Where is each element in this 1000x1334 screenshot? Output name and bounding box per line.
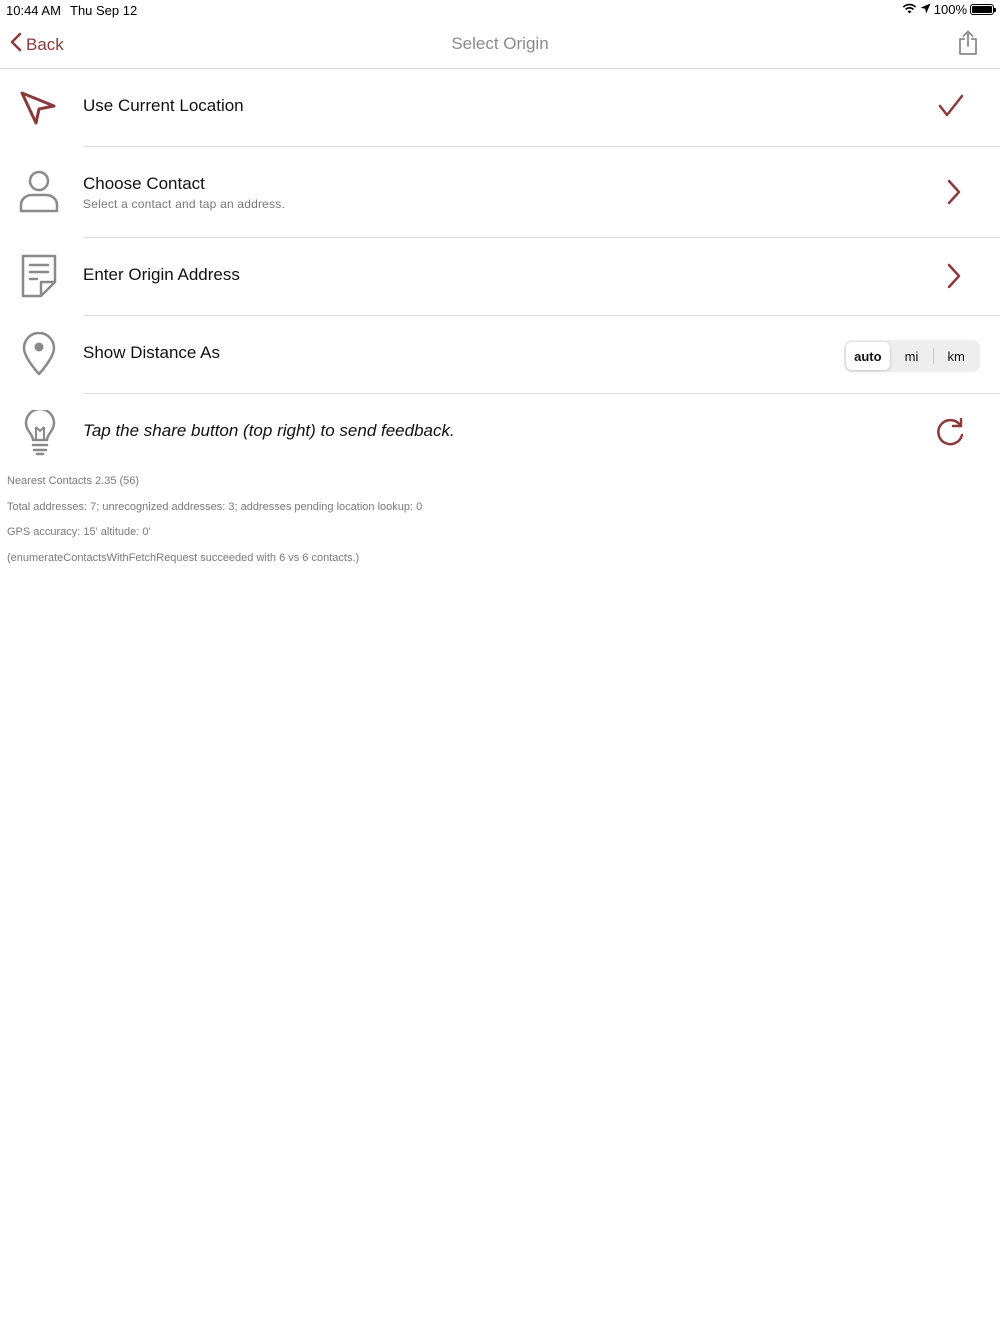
feedback-text: Tap the share button (top right) to send feedback. bbox=[83, 421, 455, 440]
row-title: Choose Contact bbox=[83, 174, 205, 193]
share-button[interactable] bbox=[958, 30, 978, 61]
back-label: Back bbox=[26, 34, 64, 54]
row-enter-origin-address[interactable] bbox=[0, 238, 1000, 316]
document-icon bbox=[21, 254, 57, 303]
refresh-icon[interactable] bbox=[934, 417, 966, 452]
navigation-bar bbox=[0, 20, 1000, 69]
row-use-current-location[interactable] bbox=[0, 69, 1000, 147]
row-subtitle: Select a contact and tap an address. bbox=[83, 197, 285, 211]
info-version: Nearest Contacts 2.35 (56) bbox=[7, 475, 140, 487]
wifi-icon bbox=[902, 2, 917, 17]
row-title: Enter Origin Address bbox=[83, 265, 240, 284]
row-title: Show Distance As bbox=[83, 343, 221, 362]
row-title: Use Current Location bbox=[83, 96, 244, 115]
chevron-right-icon[interactable] bbox=[946, 263, 962, 294]
info-address-stats: Total addresses: 7; unrecognized addresses: 3; addresses pending location lookup: 0 bbox=[7, 500, 423, 513]
location-arrow-icon bbox=[920, 2, 931, 17]
status-date: Thu Sep 12 bbox=[70, 3, 138, 18]
row-choose-contact[interactable] bbox=[0, 147, 1000, 238]
status-bar bbox=[0, 0, 1000, 20]
checkmark-icon bbox=[938, 94, 964, 123]
segment-auto[interactable]: auto bbox=[846, 342, 890, 370]
row-feedback bbox=[0, 394, 1000, 466]
battery-icon bbox=[970, 4, 994, 15]
battery-percent: 100% bbox=[933, 2, 967, 17]
info-gps-accuracy: GPS accuracy: 15' altitude: 0' bbox=[7, 526, 151, 538]
navigation-arrow-icon bbox=[18, 89, 58, 132]
segment-km[interactable]: km bbox=[947, 348, 965, 364]
info-contacts-fetch: (enumerateContactsWithFetchRequest succeeded with 6 vs 6 contacts.) bbox=[7, 551, 360, 564]
info-block bbox=[7, 474, 422, 576]
person-icon bbox=[18, 169, 60, 218]
chevron-right-icon[interactable] bbox=[946, 179, 962, 210]
status-time: 10:44 AM bbox=[6, 3, 61, 18]
distance-unit-segmented-control[interactable] bbox=[844, 340, 980, 372]
lightbulb-icon bbox=[24, 410, 56, 461]
map-pin-icon bbox=[22, 332, 56, 381]
row-show-distance-as bbox=[0, 316, 1000, 394]
page-title: Select Origin bbox=[451, 34, 549, 53]
status-indicators bbox=[902, 2, 994, 17]
segment-mi[interactable]: mi bbox=[904, 348, 919, 364]
share-icon bbox=[958, 43, 978, 60]
